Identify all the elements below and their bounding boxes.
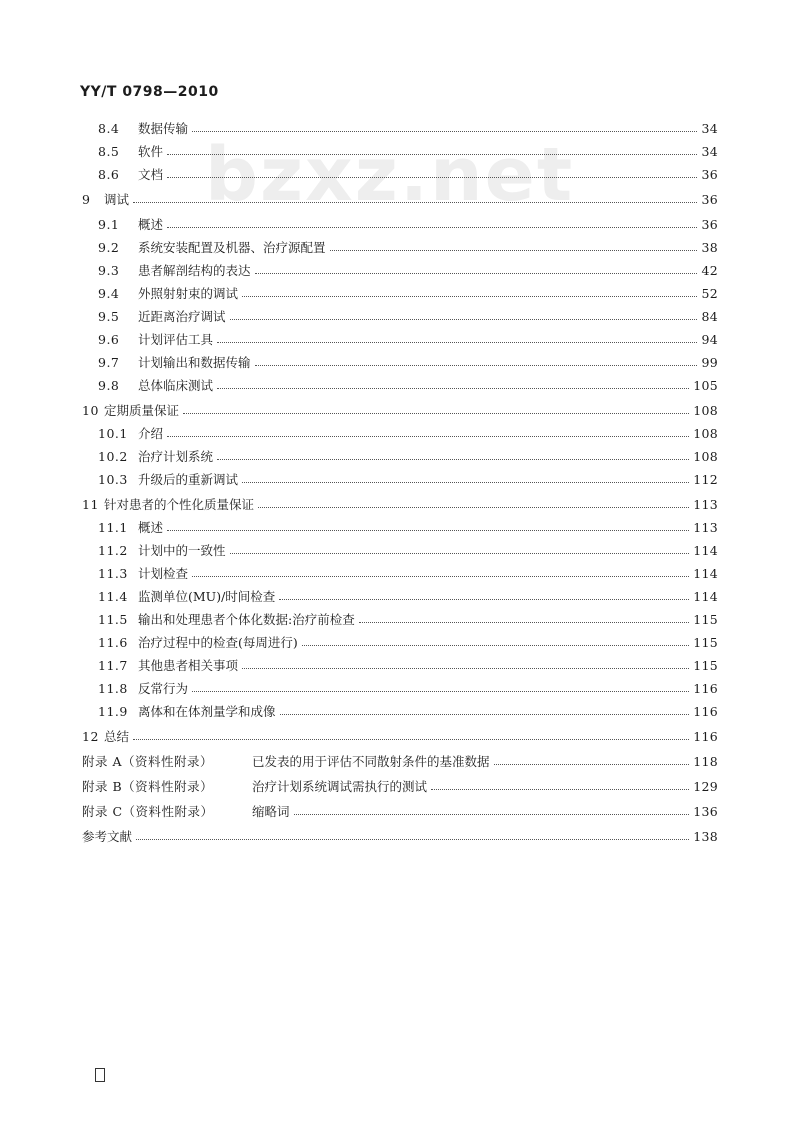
toc-entry xyxy=(98,423,718,443)
toc-entry-number: 11 xyxy=(82,496,99,512)
toc-entry-page: 116 xyxy=(693,728,718,744)
toc-entry-title: 数据传输 xyxy=(138,121,189,136)
toc-entry-number: 10.2 xyxy=(98,448,128,464)
toc-entry xyxy=(98,375,718,395)
toc-entry-page: 36 xyxy=(701,216,718,232)
toc-entry-page: 118 xyxy=(693,753,718,769)
toc-entry-page: 108 xyxy=(693,402,718,418)
toc-entry-number: 8.5 xyxy=(98,143,120,159)
toc-entry-page: 138 xyxy=(693,828,718,844)
toc-entry-number: 11.8 xyxy=(98,680,128,696)
toc-entry xyxy=(82,726,718,746)
toc-dot-leader xyxy=(242,296,697,297)
toc-dot-leader xyxy=(255,365,698,366)
toc-entry-page: 94 xyxy=(701,331,718,347)
toc-entry-page: 115 xyxy=(693,657,718,673)
toc-entry xyxy=(98,609,718,629)
toc-entry-number: 9.7 xyxy=(98,354,120,370)
toc-entry xyxy=(98,329,718,349)
toc-entry-page: 84 xyxy=(701,308,718,324)
toc-entry-page: 114 xyxy=(693,542,718,558)
toc-entry xyxy=(98,214,718,234)
toc-entry-number: 9.3 xyxy=(98,262,120,278)
toc-entry-title: 离体和在体剂量学和成像 xyxy=(138,704,276,719)
toc-entry xyxy=(98,701,718,721)
toc-entry-page: 52 xyxy=(701,285,718,301)
toc-entry-number: 附录 A（资料性附录） xyxy=(82,754,214,769)
toc-dot-leader xyxy=(359,622,690,623)
toc-entry xyxy=(82,494,718,514)
toc-entry xyxy=(82,776,718,796)
toc-dot-leader xyxy=(279,599,689,600)
toc-entry-title: 概述 xyxy=(138,520,164,535)
toc-entry xyxy=(98,260,718,280)
toc-entry-page: 105 xyxy=(693,377,718,393)
toc-dot-leader xyxy=(167,530,689,531)
toc-entry-page: 99 xyxy=(701,354,718,370)
toc-dot-leader xyxy=(217,459,689,460)
toc-entry-title: 外照射射束的调试 xyxy=(138,286,239,301)
toc-entry-number: 11.5 xyxy=(98,611,128,627)
toc-entry xyxy=(98,352,718,372)
toc-dot-leader xyxy=(294,814,690,815)
toc-entry-number: 11.1 xyxy=(98,519,128,535)
toc-entry-title: 计划检查 xyxy=(138,566,189,581)
toc-entry-title: 总体临床测试 xyxy=(138,378,214,393)
toc-entry-title: 治疗过程中的检查(每周进行) xyxy=(138,635,298,650)
toc-entry-number: 9.2 xyxy=(98,239,120,255)
toc-entry-number: 11.4 xyxy=(98,588,128,604)
toc-entry-number: 11.3 xyxy=(98,565,128,581)
toc-entry xyxy=(82,400,718,420)
toc-entry-title: 系统安装配置及机器、治疗源配置 xyxy=(138,240,326,255)
toc-entry-page: 116 xyxy=(693,703,718,719)
footer-page-number xyxy=(95,1068,105,1082)
toc-entry-title: 治疗计划系统 xyxy=(138,449,214,464)
toc-entry-title: 近距离治疗调试 xyxy=(138,309,226,324)
toc-dot-leader xyxy=(133,739,689,740)
toc-dot-leader xyxy=(431,789,689,790)
toc-entry xyxy=(82,801,718,821)
toc-dot-leader xyxy=(192,131,697,132)
toc-entry xyxy=(98,586,718,606)
toc-entry-page: 42 xyxy=(701,262,718,278)
toc-entry-title: 软件 xyxy=(138,144,164,159)
toc-entry xyxy=(98,469,718,489)
toc-entry-title: 反常行为 xyxy=(138,681,189,696)
toc-entry-title: 其他患者相关事项 xyxy=(138,658,239,673)
toc-entry-number: 9.8 xyxy=(98,377,120,393)
toc-dot-leader xyxy=(258,507,689,508)
watermark: bzxz.net xyxy=(205,132,575,218)
toc-dot-leader xyxy=(167,177,697,178)
toc-entry-page: 136 xyxy=(693,803,718,819)
toc-entry xyxy=(98,517,718,537)
toc-entry-page: 108 xyxy=(693,425,718,441)
toc-entry-title: 概述 xyxy=(138,217,164,232)
toc-entry-title: 缩略词 xyxy=(252,804,290,819)
toc-entry-number: 11.7 xyxy=(98,657,128,673)
toc-entry-page: 115 xyxy=(693,634,718,650)
toc-entry-number: 11.2 xyxy=(98,542,128,558)
toc-entry xyxy=(98,632,718,652)
toc-entry-page: 36 xyxy=(701,166,718,182)
toc-entry-title: 总结 xyxy=(104,729,130,744)
toc-entry xyxy=(98,540,718,560)
toc-entry-page: 129 xyxy=(693,778,718,794)
toc-entry-title: 已发表的用于评估不同散射条件的基准数据 xyxy=(252,754,490,769)
toc-dot-leader xyxy=(167,436,689,437)
toc-entry-number: 8.6 xyxy=(98,166,120,182)
toc-entry-page: 115 xyxy=(693,611,718,627)
toc-dot-leader xyxy=(230,553,690,554)
toc-entry-title: 针对患者的个性化质量保证 xyxy=(104,497,255,512)
toc-entry-number: 9 xyxy=(82,191,91,207)
toc-dot-leader xyxy=(217,388,689,389)
toc-entry xyxy=(98,141,718,161)
toc-entry-number: 8.4 xyxy=(98,120,120,136)
toc-entry-title: 治疗计划系统调试需执行的测试 xyxy=(252,779,428,794)
toc-entry-number: 9.5 xyxy=(98,308,120,324)
toc-entry-number: 10.1 xyxy=(98,425,128,441)
toc-entry-title: 介绍 xyxy=(138,426,164,441)
toc-entry-page: 116 xyxy=(693,680,718,696)
toc-dot-leader xyxy=(192,691,689,692)
toc-entry xyxy=(82,751,718,771)
toc-entry-number: 11.9 xyxy=(98,703,128,719)
toc-dot-leader xyxy=(136,839,689,840)
toc-entry-page: 38 xyxy=(701,239,718,255)
toc-entry xyxy=(82,826,718,846)
toc-entry-page: 113 xyxy=(693,519,718,535)
toc-dot-leader xyxy=(242,668,689,669)
toc-entry-title: 监测单位(MU)/时间检查 xyxy=(138,589,276,604)
toc-dot-leader xyxy=(280,714,690,715)
toc-dot-leader xyxy=(230,319,698,320)
toc-entry-title: 升级后的重新调试 xyxy=(138,472,239,487)
toc-dot-leader xyxy=(183,413,689,414)
toc-entry xyxy=(98,563,718,583)
toc-entry-page: 113 xyxy=(693,496,718,512)
toc-entry-page: 36 xyxy=(701,191,718,207)
toc-dot-leader xyxy=(302,645,689,646)
toc-dot-leader xyxy=(330,250,698,251)
toc-entry xyxy=(98,283,718,303)
toc-entry-title: 患者解剖结构的表达 xyxy=(138,263,251,278)
toc-dot-leader xyxy=(167,154,697,155)
toc-dot-leader xyxy=(192,576,689,577)
toc-entry xyxy=(98,655,718,675)
toc-entry-title: 定期质量保证 xyxy=(104,403,180,418)
toc-dot-leader xyxy=(494,764,690,765)
toc-entry-number: 9.4 xyxy=(98,285,120,301)
toc-entry-title: 参考文献 xyxy=(82,829,133,844)
toc-entry-page: 108 xyxy=(693,448,718,464)
page-header-standard-id: YY/T 0798—2010 xyxy=(80,84,219,100)
toc-entry-title: 调试 xyxy=(104,192,130,207)
toc-entry-number: 12 xyxy=(82,728,99,744)
toc-entry-title: 计划中的一致性 xyxy=(138,543,226,558)
toc-entry-number: 11.6 xyxy=(98,634,128,650)
toc-dot-leader xyxy=(133,202,697,203)
toc-dot-leader xyxy=(217,342,697,343)
toc-entry-number: 9.1 xyxy=(98,216,120,232)
toc-entry-title: 文档 xyxy=(138,167,164,182)
toc-entry-title: 输出和处理患者个体化数据:治疗前检查 xyxy=(138,612,355,627)
toc-entry-number: 10.3 xyxy=(98,471,128,487)
toc-entry xyxy=(98,237,718,257)
toc-entry-number: 9.6 xyxy=(98,331,120,347)
toc-entry xyxy=(98,306,718,326)
toc-entry xyxy=(82,189,718,209)
toc-entry-page: 114 xyxy=(693,588,718,604)
toc-entry-page: 114 xyxy=(693,565,718,581)
toc-dot-leader xyxy=(242,482,689,483)
toc-entry-page: 34 xyxy=(701,143,718,159)
toc-entry-page: 34 xyxy=(701,120,718,136)
toc-entry xyxy=(98,446,718,466)
toc-dot-leader xyxy=(255,273,698,274)
toc-entry-page: 112 xyxy=(693,471,718,487)
toc-entry-number: 附录 C（资料性附录） xyxy=(82,804,214,819)
toc-entry-title: 计划输出和数据传输 xyxy=(138,355,251,370)
toc-entry-number: 10 xyxy=(82,402,99,418)
toc-entry xyxy=(98,118,718,138)
toc-entry-title: 计划评估工具 xyxy=(138,332,214,347)
toc-entry-number: 附录 B（资料性附录） xyxy=(82,779,214,794)
toc-entry xyxy=(98,164,718,184)
toc-dot-leader xyxy=(167,227,697,228)
toc-entry xyxy=(98,678,718,698)
